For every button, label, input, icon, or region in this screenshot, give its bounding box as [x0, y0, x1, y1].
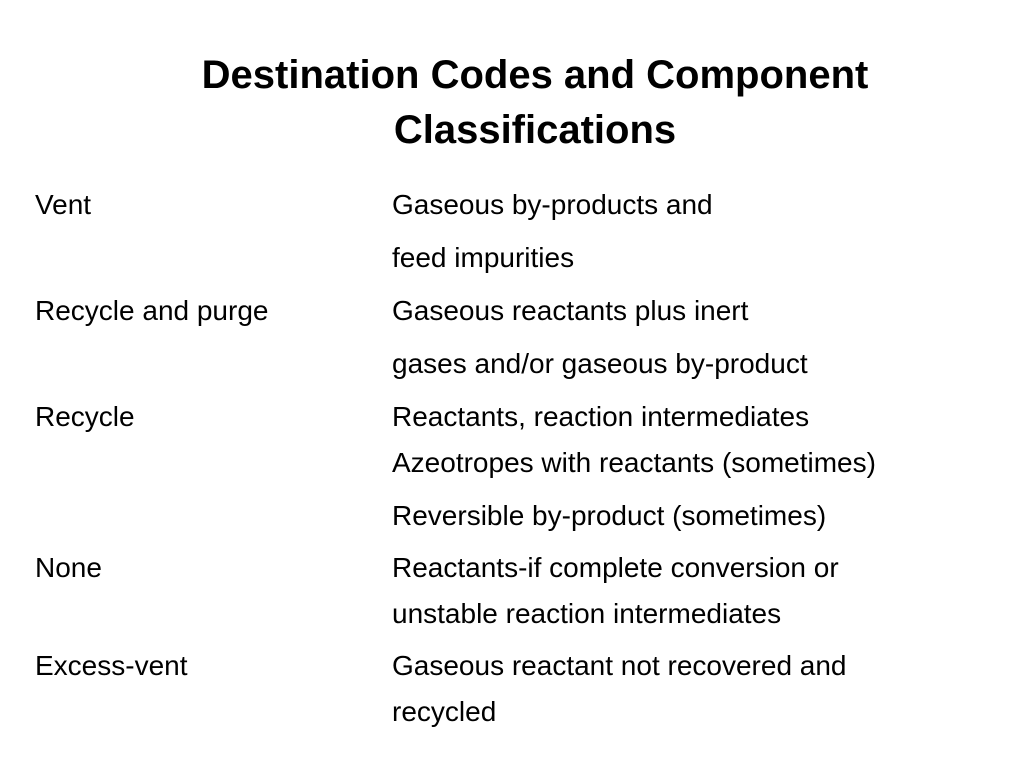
classification-line: Reversible by-product (sometimes) — [392, 500, 827, 531]
classification-line: Azeotropes with reactants (sometimes) — [392, 447, 876, 478]
slide-title-line-1: Destination Codes and Component — [201, 53, 869, 97]
classification-line: feed impurities — [392, 242, 575, 273]
classification-line: recycled — [392, 696, 497, 727]
classification-line: unstable reaction intermediates — [392, 598, 782, 629]
component-classification — [392, 493, 826, 539]
destination-code: Vent — [35, 189, 92, 220]
classification-line: Gaseous reactants plus inert — [392, 295, 749, 326]
destination-code: Recycle and purge — [35, 295, 269, 326]
classification-line: Reactants, reaction intermediates — [392, 401, 810, 432]
component-classification — [392, 545, 839, 637]
destination-code: Excess-vent — [35, 650, 188, 681]
classification-line: Reactants-if complete conversion or — [392, 552, 839, 583]
classification-line: gases and/or gaseous by-product — [392, 348, 808, 379]
component-classification — [392, 341, 808, 387]
classification-line: Gaseous by-products and — [392, 189, 713, 220]
slide-title-line-2: Classifications — [393, 108, 677, 152]
component-classification — [392, 394, 876, 486]
classification-line: Gaseous reactant not recovered and — [392, 650, 847, 681]
component-classification — [392, 182, 713, 228]
destination-code: Recycle — [35, 401, 135, 432]
component-classification — [392, 643, 847, 735]
slide-title — [0, 48, 1024, 158]
destination-code: None — [35, 552, 102, 583]
component-classification — [392, 288, 748, 334]
component-classification — [392, 235, 574, 281]
